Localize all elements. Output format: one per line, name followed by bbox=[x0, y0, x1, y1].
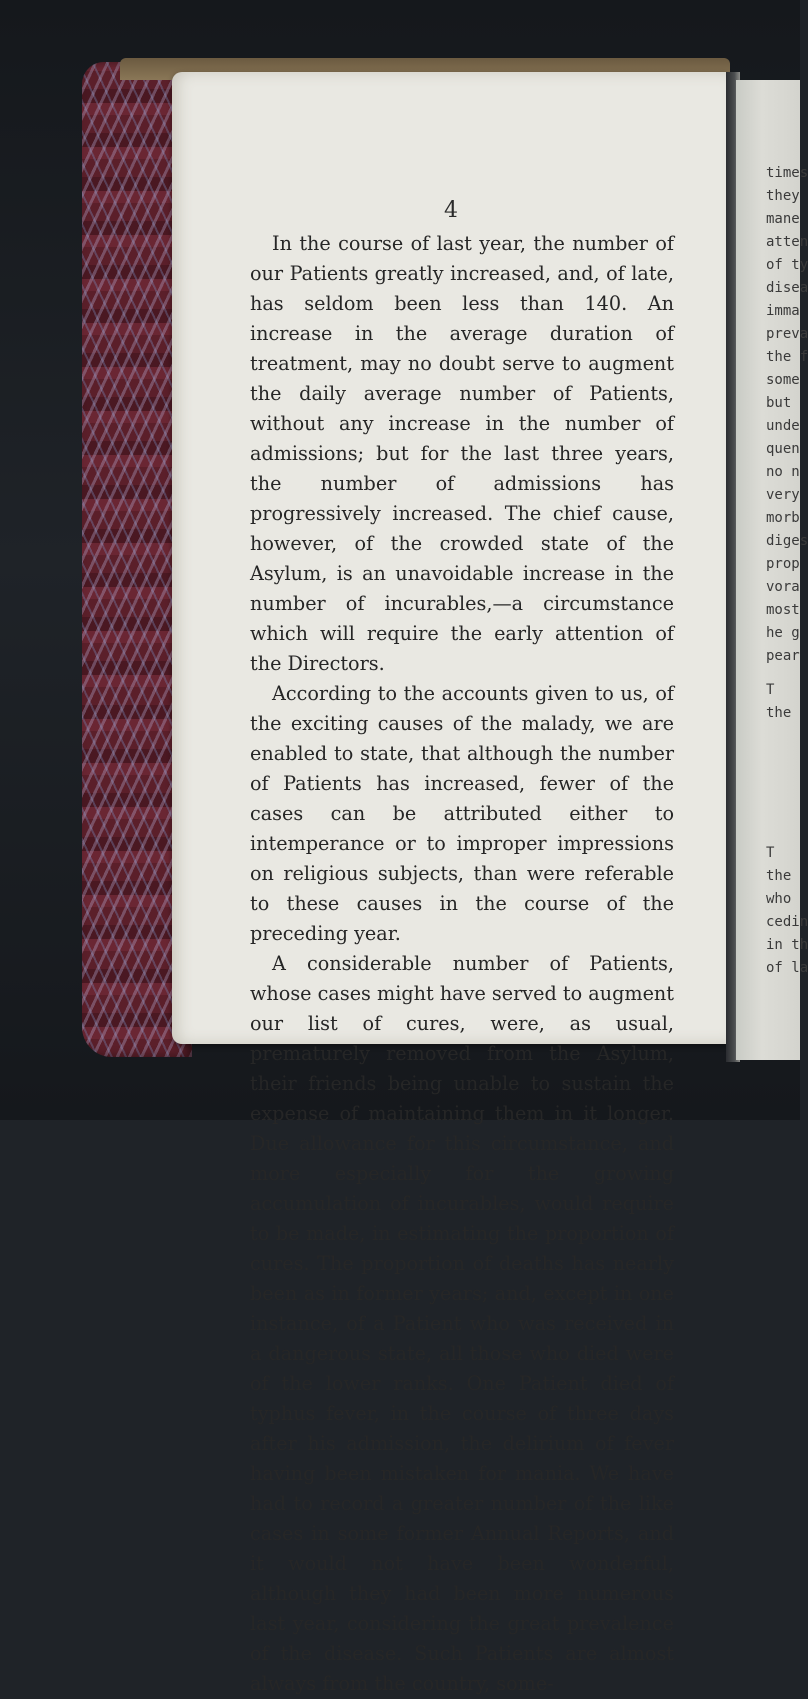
facing-fragment: in th bbox=[766, 937, 808, 953]
facing-fragment: vora bbox=[766, 579, 800, 595]
facing-fragment: he g bbox=[766, 625, 800, 641]
facing-fragment: quen bbox=[766, 441, 800, 457]
facing-page bbox=[736, 80, 808, 1060]
facing-fragment: times bbox=[766, 165, 808, 181]
facing-fragment: the f bbox=[766, 349, 808, 365]
page-number: 4 bbox=[444, 198, 458, 223]
facing-fragment: mane bbox=[766, 211, 800, 227]
facing-fragment: some bbox=[766, 372, 800, 388]
facing-fragment: preva bbox=[766, 326, 808, 342]
facing-fragment: very bbox=[766, 487, 800, 503]
left-page bbox=[172, 72, 730, 1695]
facing-fragment: pear bbox=[766, 648, 800, 664]
paragraph-2: According to the accounts given to us, of the exciting causes of the malady, we are enabled to state, that although the number of Patients has increased, fewer of the cases can be attributed either to intemperance or to improper impressions on religious subjects, than were referable to these causes in the course of the preceding year. bbox=[250, 682, 674, 945]
facing-fragment: disea bbox=[766, 280, 808, 296]
facing-fragment: morb bbox=[766, 510, 800, 526]
paragraph-1: In the course of last year, the number of our Patients greatly increased, and, of late, has seldom been less than 140. An increase in the average duration of treatment, may no doubt serve to augment the daily average number of Patients, without any increase in the number of admissions; but for the last three years, the number of admissions has progressively increased. The chief cause, however, of the crowded state of the Asylum, is an unavoidable increase in the number of incurables,—a circumstance which will require the early attention of the Directors. bbox=[250, 232, 674, 675]
paragraph-3: A considerable number of Patients, whose cases might have served to augment our list of cures, were, as usual, prematurely removed from the Asylum, their friends being unable to sustain the expense of maintaining them in it longer. Due allowance for this circumstance, and more especially for the growing accumulation of incurables, would require to be made, in estimating the proportion of cures. The proportion of deaths has nearly been as in former years; and, except in one instance, of a Patient who was received in a dangerous state, all those who died were of the lower ranks. One Patient died of typhus fever, in the course of three days after his admission, the delirium of fever having been mistaken for mania. We have had to record a greater number of the like cases in some former Annual Reports, and it would not have been wonderful, although they had been more numerous last year, considering the great prevalence of the disease. Such Patients are almost always from the country, some- bbox=[250, 952, 674, 1695]
facing-fragment: T bbox=[766, 845, 775, 861]
facing-fragment: unde bbox=[766, 418, 800, 434]
facing-fragment: atten bbox=[766, 234, 808, 250]
facing-fragment: T bbox=[766, 682, 775, 698]
facing-fragment: cedin bbox=[766, 914, 808, 930]
facing-fragment: the bbox=[766, 705, 792, 721]
facing-fragment: of ty bbox=[766, 257, 808, 273]
facing-fragment: of la bbox=[766, 960, 808, 976]
body-text bbox=[250, 229, 674, 1699]
facing-fragment: prop bbox=[766, 556, 800, 572]
facing-fragment: the bbox=[766, 868, 792, 884]
facing-fragment: no n bbox=[766, 464, 800, 480]
facing-fragment: diges bbox=[766, 533, 808, 549]
facing-fragment: but bbox=[766, 395, 792, 411]
facing-fragment: they bbox=[766, 188, 800, 204]
facing-fragment: imma bbox=[766, 303, 800, 319]
facing-fragment: who bbox=[766, 891, 792, 907]
facing-fragment: most bbox=[766, 602, 800, 618]
